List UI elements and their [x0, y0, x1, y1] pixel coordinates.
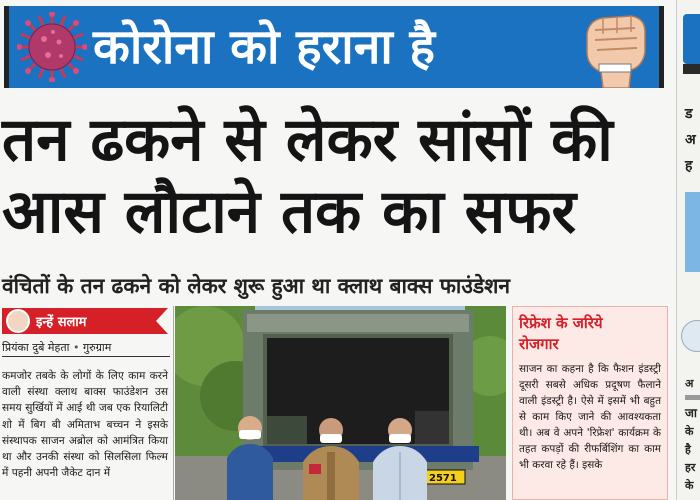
subheadline: वंचितों के तन ढकने को लेकर शुरू हुआ था क्लाथ बाक्स फाउंडेशन	[2, 274, 511, 298]
adjacent-page-edge	[676, 0, 700, 500]
headline-line-2: आस लौटाने तक का सफर	[2, 177, 576, 247]
edge-text-fragment: ड	[685, 106, 693, 122]
adjacent-image-fragment	[685, 192, 700, 272]
adjacent-rule-fragment	[683, 64, 700, 74]
tag-notch	[156, 308, 168, 334]
license-plate: 2571	[429, 473, 457, 484]
campaign-banner	[4, 6, 664, 88]
column-label: इन्हें सलाम	[36, 315, 87, 330]
adjacent-rule-fragment	[685, 395, 700, 400]
byline	[2, 340, 172, 355]
sidebar-box	[512, 306, 668, 500]
headline	[2, 104, 678, 248]
author-name: प्रियंका दुबे मेहता	[2, 341, 70, 354]
byline-separator: •	[72, 341, 80, 354]
adjacent-banner-fragment	[683, 14, 700, 64]
adjacent-graphic-fragment	[681, 320, 700, 352]
avatar-icon	[6, 309, 30, 333]
sidebar-body: साजन का कहना है कि फैशन इंडस्ट्री दूसरी सबसे अधिक प्रदूषण फैलाने वाली इंडस्ट्री है। ऐसे में इसमें भी बहुत से काम किए जाने की आवश्यकता थी। अब वे अपने 'रिफ्रेश' कार्यक्रम के तहत कपड़ों की रीफर्बिशिंग का काम भी करवा रहे हैं। इसके	[519, 363, 661, 471]
article-body: कमजोर तबके के लोगों के लिए काम करने वाली संस्था क्लाथ बाक्स फाउंडेशन उस समय सुर्खियों में आई थी जब एक रियालिटी शो में बिग बी अमिताभ बच्चन ने इसके संस्थापक साजन अब्रोल को आमंत्रित किया था और उनकी संस्था को सिलसिला फिल्म में पहनी अपनी जैकेट दान में	[2, 370, 168, 480]
virus-icon	[17, 12, 87, 82]
article-photo	[175, 306, 506, 500]
edge-text-fragment: जा	[685, 406, 698, 420]
edge-text-fragment: हर	[685, 461, 696, 474]
edge-text-fragment: ह	[685, 158, 693, 174]
truck-photo-illustration	[175, 306, 506, 500]
column-label-tag	[2, 308, 168, 334]
sidebar-title-line-2: रोजगार	[519, 335, 559, 353]
edge-text-fragment: अ	[685, 377, 694, 390]
byline-rule	[2, 356, 170, 357]
sidebar-title-line-1: रिफ्रेश के जरिये	[519, 314, 603, 332]
column-divider	[173, 306, 174, 500]
banner-title: कोरोना को हराना है	[93, 19, 435, 75]
dateline-location: गुरुग्राम	[82, 341, 112, 354]
headline-line-1: तन ढकने से लेकर सांसों की	[2, 105, 613, 175]
sidebar-title	[519, 313, 661, 355]
edge-text-fragment: अ	[685, 132, 696, 148]
edge-text-fragment: है	[685, 443, 691, 456]
edge-text-fragment: के	[685, 479, 694, 492]
raised-fist-icon	[573, 6, 653, 88]
edge-text-fragment: के	[685, 425, 694, 438]
